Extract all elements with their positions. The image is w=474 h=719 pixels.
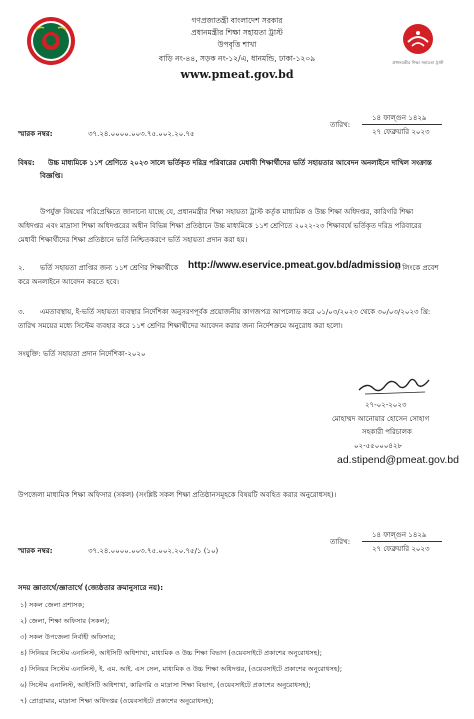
subject-label: বিষয়:	[18, 159, 35, 167]
memo2-date-label: তারিখ:	[330, 538, 351, 546]
distribution-list-item: ২) জেলা, শিক্ষা অফিসার (সকল);	[20, 617, 110, 625]
header-line-address: বাড়ি নং-৪৪, সড়ক নং-১২/এ, ধানমন্ডি, ঢাকা-১২০৯	[158, 54, 316, 63]
para2-text-after-link: - এ লিংকে প্রবেশ	[390, 264, 439, 272]
signatory-phone: ০২-৫৫০০০৪২৮	[354, 442, 403, 450]
subject-line-1: উচ্চ মাধ্যমিকে ১১শ শ্রেণিতে ২০২৩ সালে ভর্তিকৃত দরিদ্র পরিবারের মেধাবী শিক্ষার্থীদের ভর্তি সহায়তার আবেদন অনলাইনে দাখিল সংক্রান্ত	[48, 159, 432, 167]
para1-line-2: অধিদপ্তর এবং মাদ্রাসা শিক্ষা অধিদপ্তরের অধীন বিভিন্ন শিক্ষা প্রতিষ্ঠানে উচ্চ মাধ্যমিকে ১১শ শ্রেণিতে ২০২২-২৩ শিক্ষাবর্ষে ভর্তিকৃত দরিদ্র পরিবারের	[18, 222, 422, 230]
memo1-date-bangla: ১৪ ফাল্গুন ১৪২৯	[372, 114, 427, 122]
para1-line-1: উপর্যুক্ত বিষয়ের পরিপ্রেক্ষিতে জানানো যাচ্ছে যে, প্রধানমন্ত্রীর শিক্ষা সহায়তা ট্রাস্ট কর্তৃক মাধ্যমিক ও উচ্চ শিক্ষা অধিদপ্তর, কারিগরি শিক্ষা	[40, 208, 414, 216]
memo1-label: স্মারক নম্বর:	[18, 130, 53, 138]
distribution-list-item: ৩) সকল উপজেলা নির্বাহী অফিসার;	[20, 633, 116, 641]
memo1-number: ৩৭.২৪.০০০০.০০৩.৭৫.০০২.২০.৭৫	[88, 130, 195, 138]
memo1-date-label: তারিখ:	[330, 121, 351, 129]
memo2-date-bangla: ১৪ ফাল্গুন ১৪২৯	[372, 531, 427, 539]
para2-line-2: করে অনলাইনে আবেদন করতে হবে।	[18, 278, 120, 286]
header-line-section: উপবৃত্তি শাখা	[217, 40, 257, 49]
para3-line-2: তারিখ সময়ের মধ্যে সিস্টেম ব্যবহার করে ১১শ শ্রেণির শিক্ষার্থীদের আবেদন করার জন্য নির্দেশক্রমে অনুরোধ করা হলো।	[18, 322, 343, 330]
memo1-date-divider	[362, 124, 442, 125]
distribution-list-item: ৭) প্রোগ্রামার, মাদ্রাসা শিক্ষা অধিদপ্তর (ওয়েবসাইটে প্রকাশের অনুরোধসহ);	[20, 697, 214, 705]
header-line-government: গণপ্রজাতন্ত্রী বাংলাদেশ সরকার	[191, 16, 283, 25]
distribution-heading: সদয় জ্ঞাতার্থে/জ্ঞাতার্থে (জ্যেষ্ঠতার ক্রমানুসারে নয়):	[18, 584, 164, 592]
signatory-email[interactable]: ad.stipend@pmeat.gov.bd	[337, 454, 459, 466]
memo1-date-english: ২৭ ফেব্রুয়ারি ২০২৩	[372, 128, 430, 136]
para3-number: ৩.	[18, 308, 25, 316]
header-website: www.pmeat.gov.bd	[180, 68, 294, 81]
memo2-date-english: ২৭ ফেব্রুয়ারি ২০২৩	[372, 545, 430, 553]
para2-text-before-link: ভর্তি সহায়তা প্রাপ্তির জন্য ১১শ শ্রেণির শিক্ষার্থীকে	[40, 264, 179, 272]
para1-line-3: মেধাবী শিক্ষার্থীদের শিক্ষা প্রতিষ্ঠানে ভর্তি নিশ্চিতকরণে ভর্তি সহায়তা প্রদান করা হয়।	[18, 236, 248, 244]
distribution-list-item: ১) সকল জেলা প্রশাসক;	[20, 601, 85, 609]
memo2-label: স্মারক নম্বর:	[18, 547, 53, 555]
memo2-date-divider	[362, 541, 442, 542]
signature-mark	[355, 368, 435, 398]
para3-line-1: এমতাবস্থায়, ই-ভর্তি সহায়তা ব্যবস্থার নির্দেশিকা অনুসরণপূর্বক প্রয়োজনীয় কাগজপত্র আপলোড করে ০১/০৩/২০২৩ থেকে ৩০/০৩/২০২৩ খ্রি:	[40, 308, 431, 316]
header-line-trust: প্রধানমন্ত্রীর শিক্ষা সহায়তা ট্রাস্ট	[191, 28, 283, 37]
memo2-number: ৩৭.২৪.০০০০.০০৩.৭৫.০০২.২০.৭৫/১ (১০)	[88, 547, 219, 555]
signatory-designation: সহকারী পরিচালক	[362, 428, 412, 436]
subject-line-2: বিজ্ঞপ্তি।	[40, 172, 63, 180]
trust-logo-text: প্রধানমন্ত্রীর শিক্ষা সহায়তা ট্রাস্ট	[392, 60, 444, 65]
distribution-list-item: ৪) সিনিয়র সিস্টেম এনালিস্ট, আইসিটি অধিশাখা, মাধ্যমিক ও উচ্চ শিক্ষা বিভাগ (ওয়েবসাইটে প্রকাশের অনুরোধসহ);	[20, 649, 322, 657]
attachment-note: সংযুক্তি: ভর্তি সহায়তা প্রদান নির্দেশিকা-২০২০	[18, 350, 146, 358]
distribution-list-item: ৬) সিস্টেম এনালিস্ট, আইসিটি অধিশাখা, কারিগরি ও মাদ্রাসা শিক্ষা বিভাগ, (ওয়েবসাইটে প্রকাশের অনুরোধসহ);	[20, 681, 311, 689]
admission-portal-link[interactable]: http://www.eservice.pmeat.gov.bd/admission	[188, 260, 401, 271]
distribution-list-item: ৫) সিনিয়র সিস্টেম এনালিস্ট, ই. এম. আই. এস সেল, মাধ্যমিক ও উচ্চ শিক্ষা অধিদপ্তর, (ওয়েবসাইটে প্রকাশের অনুরোধসহ);	[20, 665, 343, 673]
recipient-line: উপজেলা মাধ্যমিক শিক্ষা অফিসার (সকল) (সংশ্লিষ্ট সকল শিক্ষা প্রতিষ্ঠানসমূহকে বিষয়টি অবহিত করার অনুরোধসহ)।	[18, 491, 337, 499]
signature-date: ২৭-০২-২০২৩	[365, 401, 407, 409]
signatory-name: মোহাম্মদ আনোয়ার হোসেন সোহাগ	[332, 415, 430, 423]
para2-number: ২.	[18, 264, 25, 272]
